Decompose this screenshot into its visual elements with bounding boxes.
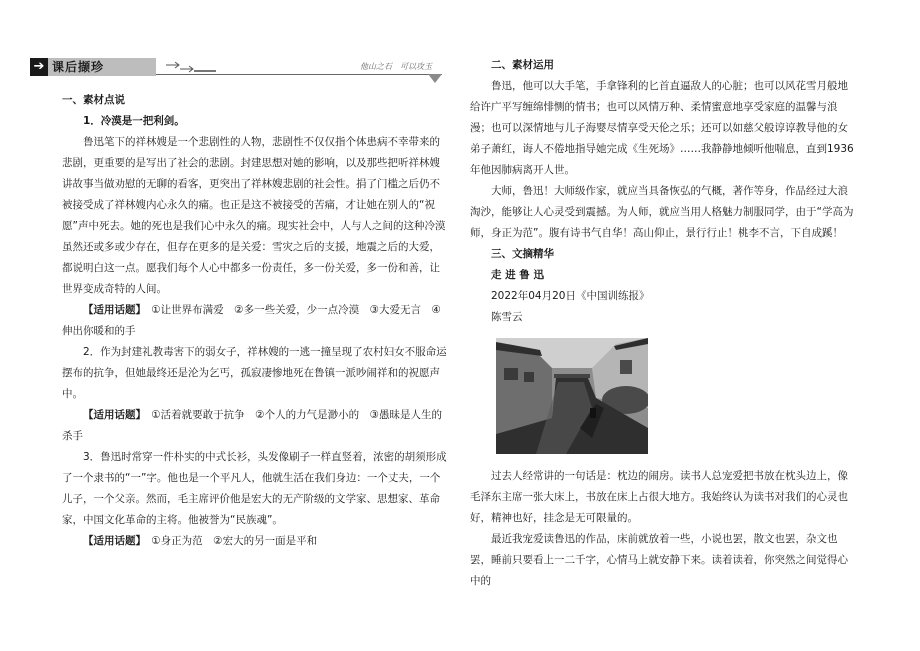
header-rule (156, 74, 442, 75)
usage-paragraph-1: 鲁迅，他可以大手笔，手拿锋利的匕首直逼敌人的心脏；也可以风花雪月般地给许广平写缠绵悱恻的情书；也可以风情万种、柔情蜜意地享受家庭的温馨与浪漫；也可以深情地与儿子海婴尽情享受天伦之乐；还可以如慈父般谆谆教导他的女弟子萧红，诲人不倦地指导她完成《生死场》……我静静地倾听他喘息，直到1936年他因肺病离开人世。 (470, 80, 854, 176)
item-3-topics (62, 531, 448, 552)
section-heading-usage: 二、素材运用 (491, 59, 554, 71)
excerpt-paragraph-1: 过去人经常讲的一句话是：枕边的闹房。读书人总宠爱把书放在枕头边上，像毛泽东主席一张大床上，书放在床上占很大地方。我始终认为读书对我们的心灵也好，精神也好，挂念是无可限量的。 (470, 470, 848, 524)
canal-town-photo (496, 338, 648, 454)
item-2-topics (62, 405, 448, 447)
section-heading-excerpt: 三、文摘精华 (491, 248, 554, 260)
triangle-marker-icon (428, 74, 442, 83)
item-3-body: 3．鲁迅时常穿一件朴实的中式长衫，头发像刷子一样直竖着，浓密的胡须形成了一个隶书的“一”字。他也是一个平凡人，他就生活在我们身边：一个丈夫，一个儿子，一个父亲。然而，毛主席评价他是宏大的无产阶级的文学家、思想家、革命家，中国文化革命的主将。他被誉为“民族魂”。 (62, 451, 447, 526)
article-source: 2022年04月20日《中国训练报》 (491, 290, 650, 302)
left-column (62, 90, 448, 552)
item-2-body: 2．作为封建礼教毒害下的弱女子，祥林嫂的一逃一撞呈现了农村妇女不服命运摆布的抗争，但她最终还是沦为乞丐，孤寂凄惨地死在鲁镇一派吵闹祥和的祝愿声中。 (62, 346, 447, 400)
topic-list: ①让世界布满爱 ②多一些关爱，少一点冷漠 ③大爱无言 ④伸出你暖和的手 (62, 304, 441, 337)
item-1-title: 1．冷漠是一把利剑。 (83, 115, 185, 127)
canal-photo-illustration (496, 338, 648, 454)
topic-label: 【适用话题】 (83, 409, 141, 421)
article-title: 走 进 鲁 迅 (491, 269, 544, 281)
topic-list: ①身正为范 ②宏大的另一面是平和 (151, 535, 318, 547)
excerpt-paragraph-2: 最近我宠爱读鲁迅的作品，床前就放着一些，小说也罢，散文也罢，杂文也罢，睡前只要看上一二千字，心情马上就安静下来。读着读着，你突然之间觉得心中的 (470, 533, 848, 587)
item-1-body: 鲁迅笔下的祥林嫂是一个悲剧性的人物，悲剧性不仅仅指个体患病不幸带来的悲剧，更重要的是写出了社会的悲剧。封建思想对她的影响，以及那些把听祥林嫂讲故事当做劝慰的无聊的看客，更突出了祥林嫂悲剧的社会性。捐了门槛之后仍不被接受成了祥林嫂内心永久的痛。也正是这不被接受的苦痛，才让她在别人的“祝愿”声中死去。她的死也是我们心中永久的痛。现实社会中，人与人之间的这种冷漠虽然还或多或少存在，但存在更多的是关爱：雪灾之后的支援，地震之后的大爱，都说明白这一点。愿我们每个人心中都多一份责任，多一份关爱，多一份和善，让世界变成奇特的人间。 (62, 136, 446, 295)
topic-label: 【适用话题】 (83, 304, 141, 316)
arrow-decoration-icon (164, 60, 224, 74)
item-1-topics (62, 300, 448, 342)
right-column (470, 55, 854, 592)
section-header-title: 课后撷珍 (48, 58, 156, 76)
topic-label: 【适用话题】 (83, 535, 141, 547)
article-author: 陈雪云 (491, 311, 523, 323)
section-heading-materials: 一、素材点说 (62, 94, 125, 106)
section-header-bar (30, 58, 442, 76)
usage-paragraph-2: 大师，鲁迅！大师级作家，就应当具备恢弘的气概，著作等身，作品经过大浪淘沙，能够让人心灵受到震撼。为人师，就应当用人格魅力制服同学，由于“学高为师，身正为范”。腹有诗书气自华！高山仰止，景行行止！桃李不言，下自成蹊！ (470, 185, 854, 239)
header-slogan: 他山之石 可以攻玉 (360, 62, 432, 71)
arrow-right-icon: ➔ (30, 58, 48, 76)
topic-list: ①活着就要敢于抗争 ②个人的力气是渺小的 ③愚昧是人生的杀手 (62, 409, 442, 442)
